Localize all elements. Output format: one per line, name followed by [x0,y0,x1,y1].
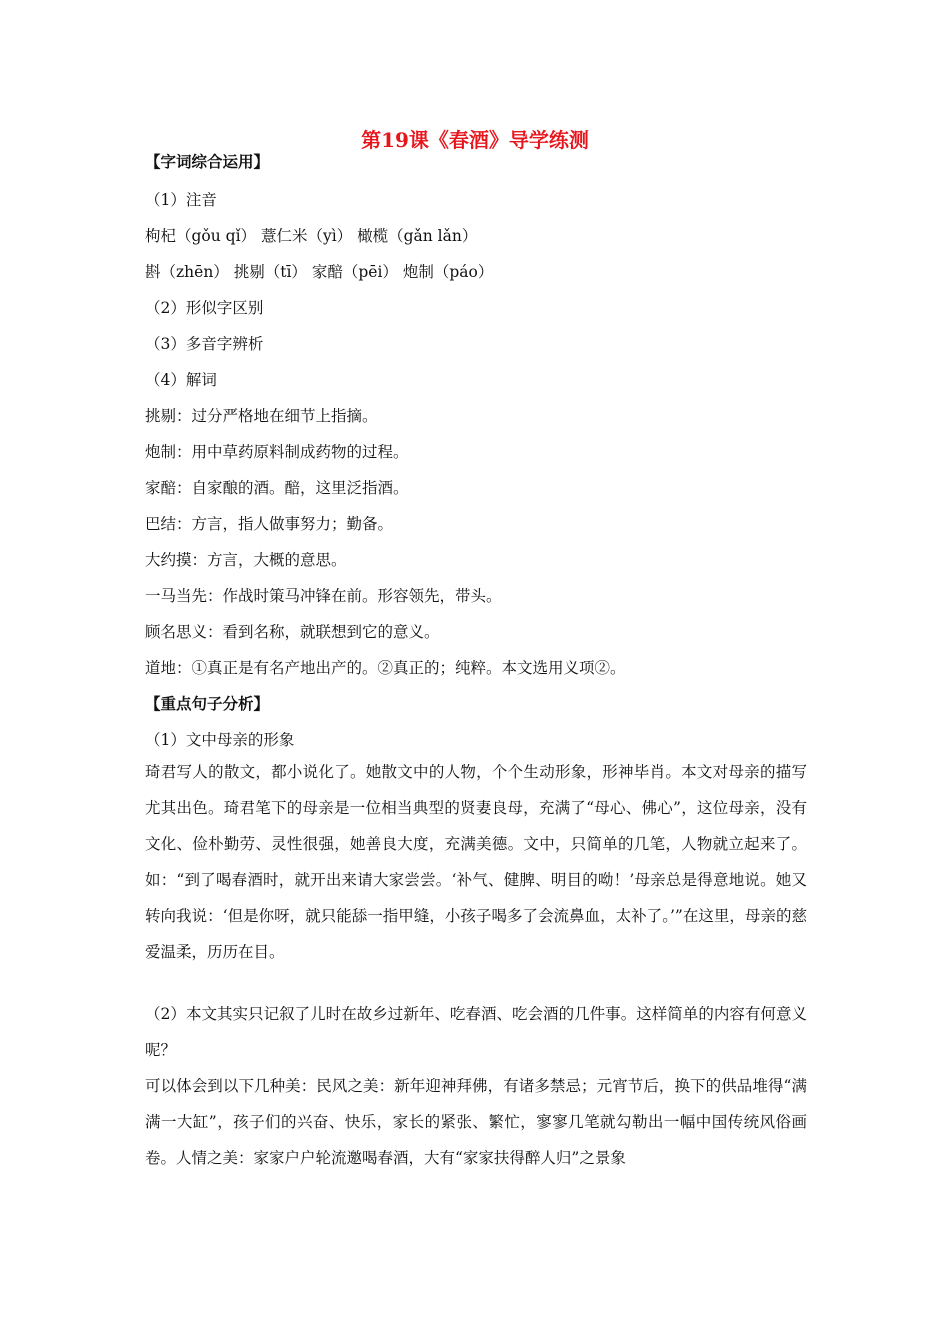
definition-yimadangxian: 一马当先：作战时策马冲锋在前。形容领先，带头。 [145,587,502,605]
definition-daodi: 道地：①真正是有名产地出产的。②真正的；纯粹。本文选用义项②。 [145,659,626,677]
answer-1-paragraph: 琦君写人的散文，都小说化了。她散文中的人物，个个生动形象，形神毕肖。本文对母亲的描写尤其出色。琦君笔下的母亲是一位相当典型的贤妻良母，充满了“母心、佛心”，这位母亲，没有文化、俭朴勤劳、灵性很强，她善良大度，充满美德。文中，只简单的几笔，人物就立起来了。如：“到了喝春酒时，就开出来请大家尝尝。‘补气、健脾、明目的呦！’母亲总是得意地说。她又转向我说：‘但是你呀，就只能舔一指甲缝，小孩子喝多了会流鼻血，太补了。’”在这里，母亲的慈爱温柔，历历在目。 [145,763,807,961]
definition-gumingsiyi: 顾名思义：看到名称，就联想到它的意义。 [145,623,440,641]
definition-paozhi: 炮制：用中草药原料制成药物的过程。 [145,443,409,461]
answer-2-paragraph: 可以体会到以下几种美：民风之美：新年迎神拜佛，有诸多禁忌；元宵节后，换下的供品堆得“满满一大缸”，孩子们的兴奋、快乐，家长的紧张、繁忙，寥寥几笔就勾勒出一幅中国传统风俗画卷。人情之美：家家户户轮流邀喝春酒，大有“家家扶得醉人归”之景象 [145,1077,807,1167]
document-title: 第19课《春酒》导学练测 [361,128,589,152]
definition-dayuemo: 大约摸：方言，大概的意思。 [145,551,347,569]
item-similar-chars: （2）形似字区别 [145,299,264,317]
item-definitions: （4）解词 [145,371,217,389]
definition-jiapei: 家醅：自家酿的酒。醅，这里泛指酒。 [145,479,409,497]
definition-tiaoti: 挑剔：过分严格地在细节上指摘。 [145,407,378,425]
pinyin-line-1: 枸杞（gǒu qǐ） 薏仁米（yì） 橄榄（gǎn lǎn） [145,227,478,245]
question-1: （1）文中母亲的形象 [145,731,295,749]
section-heading-sentences: 【重点句子分析】 [145,694,270,713]
section-heading-vocab: 【字词综合运用】 [145,152,270,171]
item-polyphonic: （3）多音字辨析 [145,335,264,353]
definition-bajie: 巴结：方言，指人做事努力；勤备。 [145,515,394,533]
pinyin-line-2: 斟（zhēn） 挑剔（tī） 家醅（pēi） 炮制（páo） [145,263,494,281]
item-pronunciation: （1）注音 [145,191,217,209]
question-2: （2）本文其实只记叙了儿时在故乡过新年、吃春酒、吃会酒的几件事。这样简单的内容有何意义呢？ [145,1005,807,1059]
